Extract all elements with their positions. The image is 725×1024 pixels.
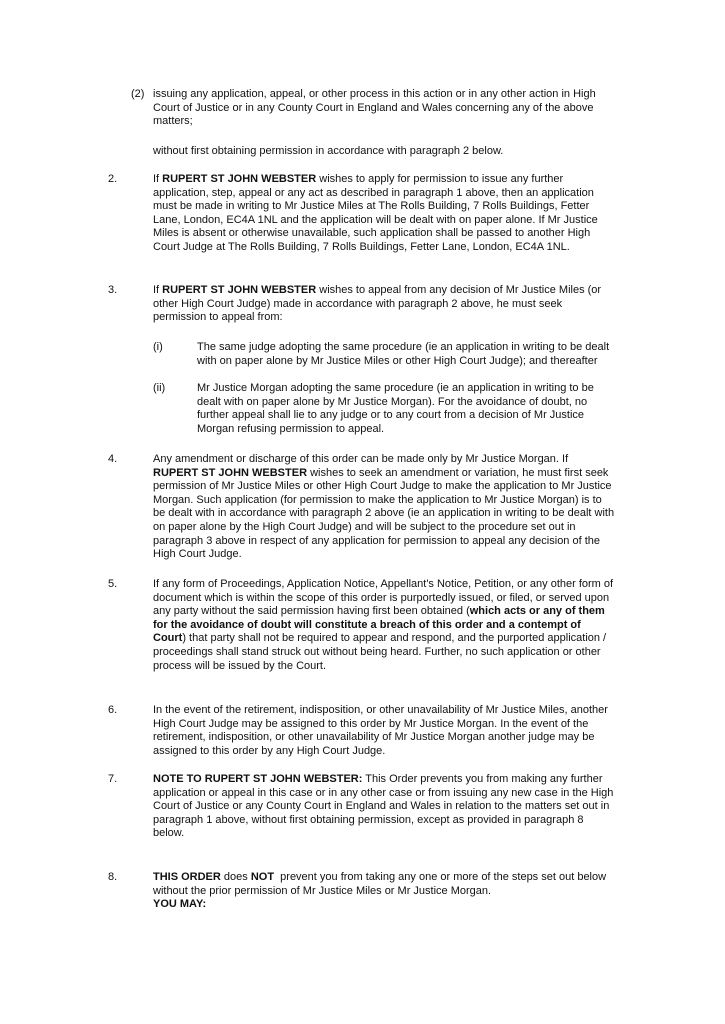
subparagraph-number: (2) xyxy=(131,88,145,100)
note-heading: NOTE TO RUPERT ST JOHN WEBSTER: xyxy=(153,773,363,785)
paragraph-number: 5. xyxy=(108,578,118,590)
contempt-warning: which acts or any of them for the avoidance of doubt will constitute a breach of this order and a contempt of Court xyxy=(153,605,605,645)
party-name: RUPERT ST JOHN WEBSTER xyxy=(153,466,308,479)
paragraph-text: If RUPERT ST JOHN WEBSTER wishes to apply for permission to issue any further application, step, appeal or any act as described in paragraph 1 above, then an application must be made in writing to Mr Justice Miles at The Rolls Building, 7 Rolls Buildings, Fetter Lane, London, EC4A 1NL and the application will be dealt with on paper alone. If Mr Justice Miles is absent or otherwise unavailable, such application shall be passed to another High Court Judge at The Rolls Building, 7 Rolls Buildings, Fetter Lane, London, EC4A 1NL. xyxy=(153,173,598,253)
paragraph-text: In the event of the retirement, indisposition, or other unavailability of Mr Justice Miles, another High Court Judge may be assigned to this order by Mr Justice Morgan. In the event of the retirement, indisposition, or other unavailability of Mr Justice Morgan another judge may be assigned to this order by any High Court Judge. xyxy=(153,704,608,757)
paragraph-text: If RUPERT ST JOHN WEBSTER wishes to appeal from any decision of Mr Justice Miles (or other High Court Judge) made in accordance with paragraph 2 above, he must seek permission to appeal from: xyxy=(153,284,602,324)
paragraph-number: 3. xyxy=(108,284,118,296)
paragraph-text: THIS ORDER does NOT prevent you from taking any one or more of the steps set out below without the prior permission of Mr Justice Miles or Mr Justice Morgan. YOU MAY: xyxy=(153,871,610,911)
you-may-heading: YOU MAY: xyxy=(153,898,207,911)
paragraph-number: 8. xyxy=(108,871,118,883)
paragraph-text: NOTE TO RUPERT ST JOHN WEBSTER: This Order prevents you from making any further application or appeal in this case or in any other case or from issuing any new case in the High Court of Justice or any County Court in England and Wales in relation to the matters set out in paragraph 1 above, without first obtaining permission, except as provided in paragraph 8 below. xyxy=(153,773,614,840)
paragraph-number: 4. xyxy=(108,453,118,465)
paragraph-number: 7. xyxy=(108,773,118,785)
paragraph-number: 6. xyxy=(108,704,118,716)
subparagraph-tail: without first obtaining permission in accordance with paragraph 2 below. xyxy=(153,145,504,157)
paragraph-number: 2. xyxy=(108,173,118,185)
paragraph-text: Any amendment or discharge of this order can be made only by Mr Justice Morgan. If RUPERT ST JOHN WEBSTER wishes to seek an amendment or variation, he must first seek permission of Mr Justice Miles or other High Court Judge to make the application to Mr Justice Morgan. Such application (for permission to make the application to Mr Justice Morgan) is to be dealt with in accordance with paragraph 2 above (ie an application in writing to be dealt with on paper alone by the High Court Judge) and will be subject to the procedure set out in paragraph 3 above in respect of any application for permission to appeal any decision of the High Court Judge. xyxy=(153,453,615,561)
item-text: The same judge adopting the same procedure (ie an application in writing to be dealt with on paper alone by Mr Justice Miles or other High Court Judge); and thereafter xyxy=(197,341,610,367)
item-number: (ii) xyxy=(153,382,166,394)
party-name: RUPERT ST JOHN WEBSTER xyxy=(162,284,317,296)
paragraph-text: If any form of Proceedings, Application Notice, Appellant's Notice, Petition, or any other form of document which is within the scope of this order is purportedly issued, or filed, or served upon any party without the said permission having first been obtained (which acts or any of them for the avoidance of doubt will constitute a breach of this order and a contempt of Court) that party shall not be required to appear and respond, and the purported application / proceedings shall stand struck out without being heard. Further, no such application or other process will be issued by the Court. xyxy=(153,578,614,672)
subparagraph-text: issuing any application, appeal, or other process in this action or in any other action in High Court of Justice or in any County Court in England and Wales concerning any of the above matters; xyxy=(153,88,596,128)
item-text: Mr Justice Morgan adopting the same procedure (ie an application in writing to be dealt with on paper alone by Mr Justice Morgan). For the avoidance of doubt, no further appeal shall lie to any judge or to any court from a decision of Mr Justice Morgan refusing permission to appeal. xyxy=(197,382,594,435)
party-name: RUPERT ST JOHN WEBSTER xyxy=(162,173,317,185)
item-number: (i) xyxy=(153,341,163,353)
